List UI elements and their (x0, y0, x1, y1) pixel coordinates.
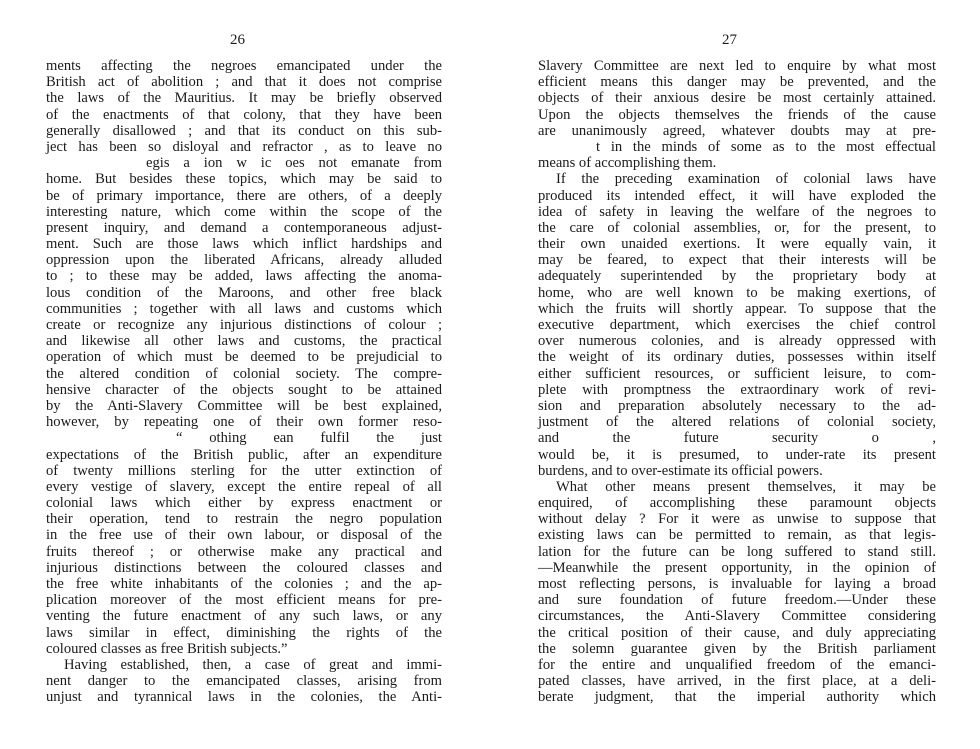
text-line: pated classes, have arrived, in the first place, at a deli- (538, 673, 936, 690)
text-line: idea of safety in leaving the welfare of the negroes to (538, 203, 936, 220)
text-line: Having established, then, a case of great and immi- (64, 656, 442, 673)
text-line: present inquiry, and demand a contemporaneous adjust- (46, 219, 442, 236)
text-line: Upon the objects themselves the friends of the cause (538, 106, 936, 123)
text-line: for the entire and unqualified freedom of the emanci- (538, 656, 936, 673)
text-line: the weight of its ordinary duties, possesses within itself (538, 349, 936, 366)
page-number-left: 26 (230, 32, 245, 48)
text-line: lation for the future can be long suffered to stand still. (538, 543, 936, 560)
text-line: fruits thereof ; or otherwise make any practical and (46, 543, 442, 560)
text-line: would be, it is presumed, to under-rate its present (538, 446, 936, 463)
text-line: coloured classes as free British subjects.” (46, 640, 288, 657)
text-line: and sure foundation of future freedom.—Under these (538, 592, 936, 609)
text-line: by the Anti-Slavery Committee will be best explained, (46, 397, 442, 414)
text-line: ments affecting the negroes emancipated under the (46, 58, 442, 74)
text-line: plication moreover of the most efficient means for pre- (46, 592, 442, 609)
text-line: “ othing ean fulfil the just (176, 430, 442, 447)
left-text-column (46, 58, 442, 706)
text-line: t in the minds of some as to the most effectual (596, 138, 936, 155)
text-line: —Meanwhile the present opportunity, in the opinion of (538, 559, 936, 576)
text-line: without delay ? For it were as unwise to suppose that (538, 511, 936, 528)
text-line: home. But besides these topics, which may be said to (46, 171, 442, 188)
text-line: the free white inhabitants of the colonies ; and the ap- (46, 576, 442, 592)
text-line: their operation, tend to restrain the negro population (46, 511, 442, 528)
text-line: ment. Such are those laws which inflict hardships and (46, 236, 442, 253)
text-line: executive department, which exercises the chief control (538, 317, 936, 333)
text-line: existing laws can be permitted to remain, as that legis- (538, 527, 936, 544)
text-line: of twenty millions sterling for the utter extinction of (46, 462, 442, 479)
text-line: the care of colonial assemblies, or, for the present, to (538, 219, 936, 236)
text-line: are unanimously agreed, whatever doubts may at pre- (538, 122, 936, 139)
text-line: Slavery Committee are next led to enquire by what most (538, 58, 936, 74)
text-line: of the enactments of that colony, that they have been (46, 106, 442, 123)
right-page (500, 0, 980, 749)
text-line: burdens, and to over-estimate its official powers. (538, 462, 823, 479)
text-line: ject has been so disloyal and refractor , as to leave no (46, 138, 442, 155)
text-line: If the preceding examination of colonial laws have (556, 171, 936, 188)
text-line: may be feared, to expect that their interests will be (538, 252, 936, 269)
text-line: to ; to these may be added, laws affecting the anoma- (46, 268, 442, 285)
text-line: berate judgment, that the imperial authority which (538, 689, 936, 706)
text-line: injurious distinctions between the coloured classes and (46, 559, 442, 576)
text-line: unjust and tyrannical laws in the colonies, the Anti- (46, 689, 442, 706)
text-line: adequately superintended by the proprietary body at (538, 268, 936, 285)
text-line: oppression upon the liberated Africans, already alluded (46, 252, 442, 269)
text-line: circumstances, the Anti-Slavery Committee considering (538, 608, 936, 625)
text-line: either sufficient resources, or sufficient leisure, to com- (538, 365, 936, 382)
text-line: What other means present themselves, it may be (556, 478, 936, 495)
right-text-column (538, 58, 936, 706)
page-number-right: 27 (722, 32, 737, 48)
text-line: laws similar in effect, diminishing the rights of the (46, 624, 442, 641)
text-line: produced its intended effect, it will have exploded the (538, 187, 936, 204)
text-line: their own unaided exertions. It were equally vain, it (538, 236, 936, 253)
text-line: over numerous colonies, and is already oppressed with (538, 333, 936, 350)
text-line: generally disallowed ; and that its conduct on this sub- (46, 122, 442, 139)
text-line: justment of the altered relations of colonial society, (538, 414, 936, 431)
text-line: home, who are well known to be making exertions, of (538, 284, 936, 301)
text-line: plete with promptness the extraordinary work of revi- (538, 381, 936, 398)
text-line: the critical position of their cause, and duly appreciating (538, 624, 936, 641)
text-line: means of accomplishing them. (538, 155, 717, 172)
text-line: in the free use of their own labour, or disposal of the (46, 527, 442, 544)
text-line: and the future security o , (538, 430, 936, 447)
text-line: hensive character of the objects sought to be attained (46, 381, 442, 398)
text-line: expectations of the British public, after an expenditure (46, 446, 442, 463)
text-line: colonial laws which either by express enactment or (46, 495, 442, 512)
text-line: every vestige of slavery, except the entire repeal of all (46, 478, 442, 495)
text-line: venting the future enactment of any such laws, or any (46, 608, 442, 625)
text-line: which the fruits will shortly appear. To suppose that the (538, 300, 936, 317)
text-line: interesting nature, which come within the scope of the (46, 203, 442, 220)
text-line: nent danger to the emancipated classes, arising from (46, 673, 442, 690)
text-line: sion and preparation absolutely necessary to the ad- (538, 397, 936, 414)
text-line: and likewise all other laws and customs, the practical (46, 333, 442, 350)
text-line: the laws of the Mauritius. It may be briefly observed (46, 90, 442, 107)
left-page (0, 0, 470, 749)
text-line: objects of their anxious desire be most certainly attained. (538, 90, 936, 107)
text-line: create or recognize any injurious distinctions of colour ; (46, 317, 442, 333)
text-line: enquired, of accomplishing these paramount objects (538, 495, 936, 512)
text-line: however, by repeating one of their own former reso- (46, 414, 442, 431)
text-line: the altered condition of colonial society. The compre- (46, 365, 442, 382)
text-line: lous condition of the Maroons, and other free black (46, 284, 442, 301)
text-line: British act of abolition ; and that it does not comprise (46, 74, 442, 91)
text-line: egis a ion w ic oes not emanate from (146, 155, 442, 172)
text-line: most reflecting persons, is invaluable for laying a broad (538, 576, 936, 592)
text-line: be of primary importance, there are others, of a deeply (46, 187, 442, 204)
text-line: communities ; together with all laws and customs which (46, 300, 442, 317)
text-line: efficient means this danger may be prevented, and the (538, 74, 936, 91)
text-line: the solemn guarantee given by the British parliament (538, 640, 936, 657)
text-line: operation of which must be deemed to be prejudicial to (46, 349, 442, 366)
